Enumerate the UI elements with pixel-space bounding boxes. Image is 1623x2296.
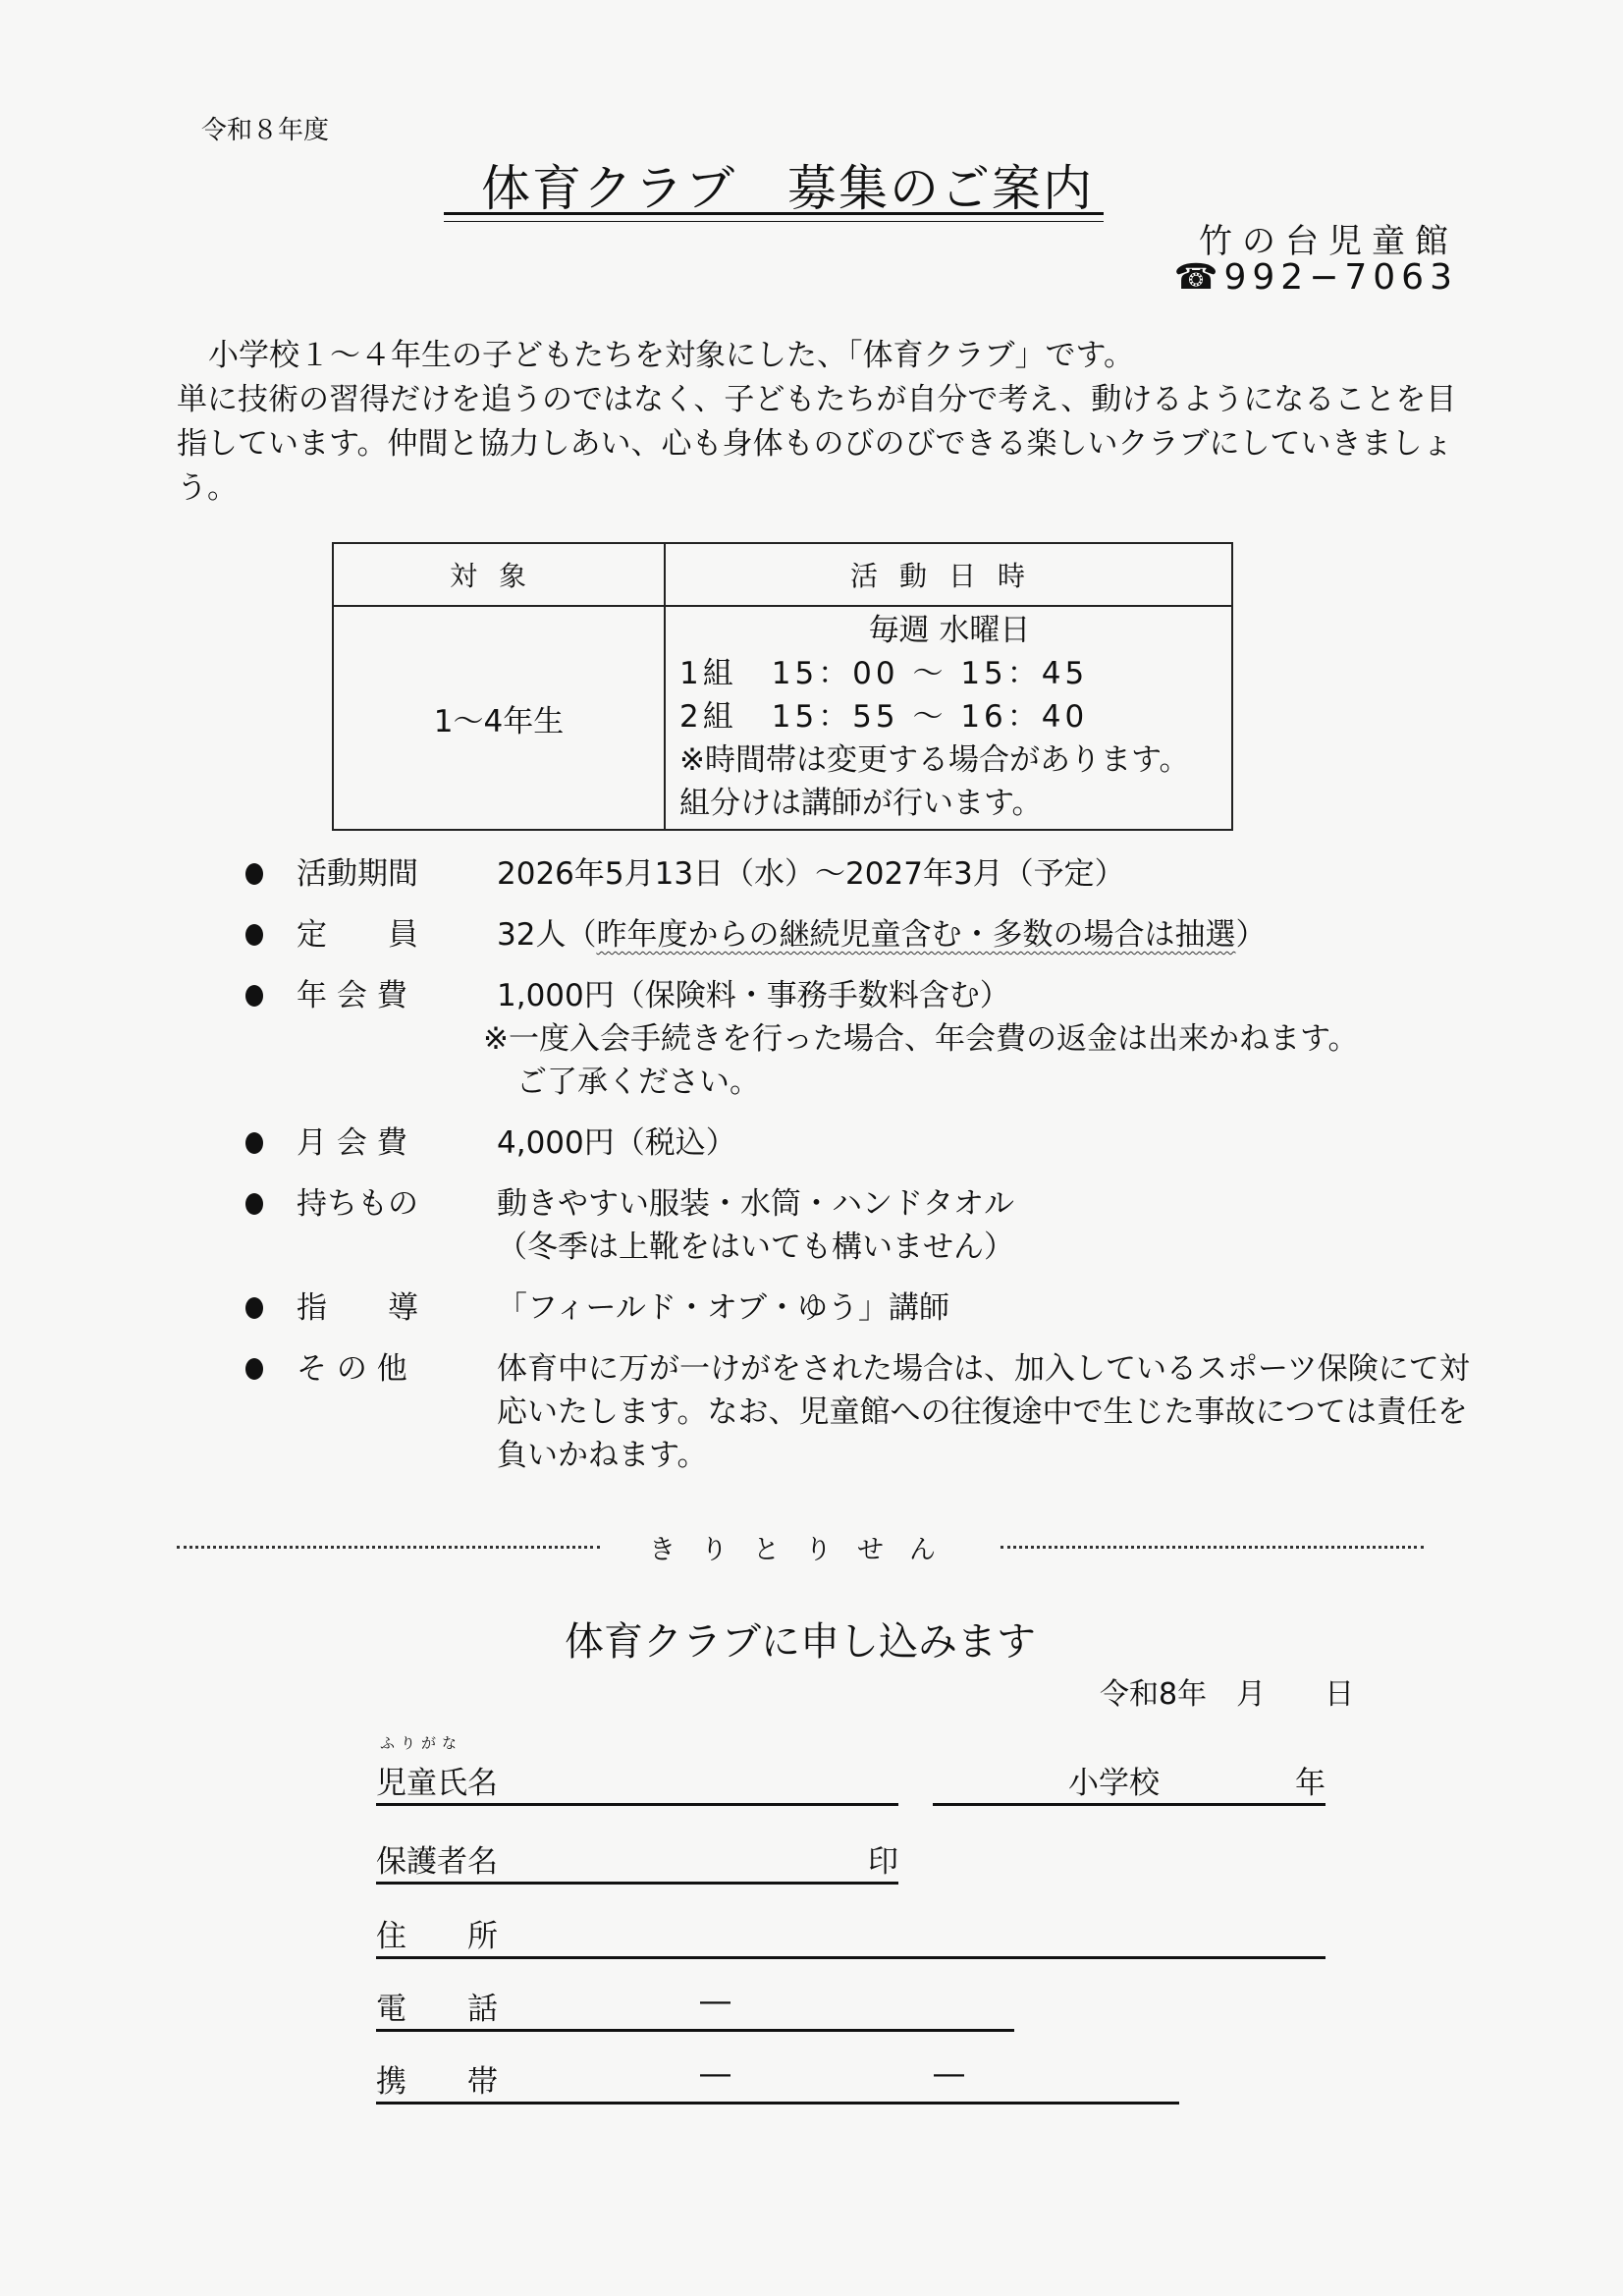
bullet-icon [245, 1297, 263, 1319]
phone-number [1174, 257, 1458, 298]
bullet-icon [245, 863, 263, 885]
item-label: 指 導 [297, 1290, 418, 1326]
list-item [245, 1347, 1473, 1477]
tel-value: 992−7063 [1223, 257, 1458, 298]
info-list [245, 852, 1473, 1495]
title-underline [444, 212, 1104, 222]
mobile-field[interactable] [376, 2056, 1179, 2105]
guardian-label: 保護者名 [376, 1844, 498, 1880]
intro-line-2: 単に技術の習得だけを追うのではなく、子どもたちが自分で考え、動けるようになることを目指しています。仲間と協力しあい、心も身体ものびのびできる楽しいクラブにしていきましょう。 [177, 382, 1457, 506]
bullet-icon [245, 1193, 263, 1215]
dotted-line [177, 1546, 600, 1549]
item-label: そ の 他 [297, 1351, 407, 1387]
guardian-name-field[interactable] [376, 1836, 898, 1885]
mobile-dash-2: ― [934, 2056, 964, 2092]
bullet-icon [245, 985, 263, 1007]
item-value: 1,000円（保険料・事務手数料含む） [497, 978, 1010, 1013]
schedule-times [665, 606, 1232, 830]
slot-1 [679, 652, 1219, 695]
list-item [245, 852, 1473, 896]
organization-name: 竹の台児童館 [1199, 222, 1458, 261]
address-field[interactable] [376, 1911, 1325, 1959]
weekday: 毎週 水曜日 [868, 613, 1031, 648]
cut-line [177, 1527, 1424, 1566]
application-title: 体育クラブに申し込みます [565, 1619, 1036, 1665]
grade-label: 年 [1295, 1766, 1325, 1801]
target-grade: 1～4年生 [333, 606, 665, 830]
dotted-line [1001, 1546, 1424, 1549]
seal-label: 印 [868, 1844, 898, 1880]
item-value: 「フィールド・オブ・ゆう」講師 [497, 1290, 949, 1326]
schedule-table [332, 542, 1233, 831]
capacity-end: ） [1235, 917, 1267, 953]
capacity-note: 昨年度からの継続児童含む・多数の場合は抽選 [596, 917, 1236, 953]
child-name-field[interactable] [376, 1734, 898, 1806]
header-datetime: 活動日時 [665, 543, 1232, 606]
school-label: 小学校 [1068, 1766, 1160, 1801]
address-label: 住 所 [376, 1919, 498, 1954]
phone-field[interactable] [376, 1984, 1014, 2032]
item-value: 体育中に万が一けがをされた場合は、加入しているスポーツ保険にて対応いたします。なお、児童館への往復途中で生じた事故につては責任を負いかねます。 [497, 1351, 1470, 1473]
item-label: 月 会 費 [297, 1125, 407, 1161]
slot-time: 15：55 ～ 16：40 [771, 699, 1089, 735]
list-item [245, 1121, 1473, 1165]
list-item [245, 1286, 1473, 1330]
application-date: 令和8年 月 日 [1100, 1677, 1355, 1712]
intro-text [177, 334, 1473, 511]
item-label: 活動期間 [297, 856, 418, 892]
item-value: 2026年5月13日（水）～2027年3月（予定） [497, 856, 1125, 892]
schedule-note-2: 組分けは講師が行います。 [679, 786, 1043, 821]
telephone-icon: ☎ [1173, 257, 1224, 298]
item-note: ご了承ください。 [516, 1065, 760, 1100]
phone-label: 電 話 [376, 1992, 498, 2027]
item-note: （冬季は上靴をはいても構いません） [497, 1230, 1014, 1265]
list-item [245, 913, 1473, 957]
item-value: 4,000円（税込） [497, 1125, 736, 1161]
header-target: 対象 [333, 543, 665, 606]
slot-group: 2組 [679, 699, 737, 735]
schedule-note-1: ※時間帯は変更する場合があります。 [679, 742, 1190, 778]
bullet-icon [245, 1358, 263, 1380]
bullet-icon [245, 1132, 263, 1154]
slot-group: 1組 [679, 656, 737, 691]
slot-2 [679, 695, 1219, 738]
mobile-label: 携 帯 [376, 2064, 498, 2100]
slot-time: 15：00 ～ 15：45 [771, 656, 1089, 691]
mobile-dash-1: ― [700, 2056, 730, 2092]
item-label: 年 会 費 [297, 978, 407, 1013]
school-grade-field[interactable] [933, 1758, 1325, 1806]
cut-line-label: きりとりせん [649, 1534, 961, 1565]
capacity-main: 32人（ [497, 917, 597, 953]
child-name-label: 児童氏名 [376, 1766, 498, 1801]
fiscal-year: 令和８年度 [201, 116, 330, 145]
list-item [245, 974, 1473, 1104]
item-value: 動きやすい服装・水筒・ハンドタオル [497, 1186, 1014, 1222]
item-label: 持ちもの [297, 1186, 418, 1222]
page-title: 体育クラブ 募集のご案内 [481, 160, 1094, 217]
intro-line-1: 小学校１～４年生の子どもたちを対象にした、「体育クラブ」です。 [208, 338, 1135, 373]
list-item [245, 1182, 1473, 1269]
furigana-label: ふりがな [380, 1734, 463, 1752]
bullet-icon [245, 924, 263, 946]
item-note: ※一度入会手続きを行った場合、年会費の返金は出来かねます。 [483, 1021, 1359, 1057]
phone-dash: ― [700, 1984, 730, 2019]
item-value [497, 913, 1473, 957]
item-label: 定 員 [297, 917, 418, 953]
